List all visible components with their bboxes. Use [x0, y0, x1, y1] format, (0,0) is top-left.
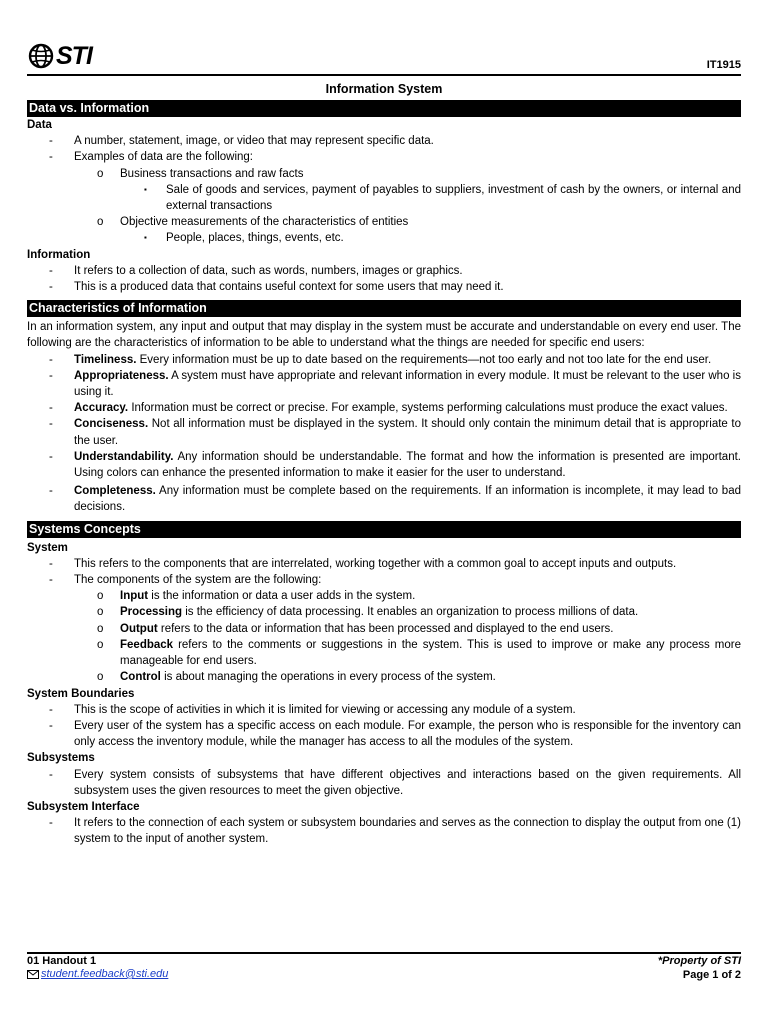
dash-marker: - [49, 817, 53, 830]
document-page [27, 0, 741, 1024]
dash-marker: - [49, 135, 53, 148]
envelope-icon [27, 970, 39, 979]
subheading-subsystems: Subsystems [27, 752, 95, 765]
list-item: - This refers to the components that are interrelated, working together with a common goal to accept inputs and outputs. [27, 556, 741, 572]
globe-icon [28, 43, 58, 69]
list-item: - This is the scope of activities in which it is limited for viewing or accessing any module of a system. [27, 702, 741, 718]
list-item: - Understandability. Any information should be understandable. The format and how the information is presented are important. Using colors can enhance the presented information to make it easier for the user to understand. [49, 450, 741, 480]
dash-marker: - [49, 151, 53, 164]
list-item: ▪ Sale of goods and services, payment of payables to suppliers, investment of cash by the owners, or internal and external transactions [144, 183, 741, 213]
list-item: o Control is about managing the operations in every process of the system. [27, 669, 741, 685]
feedback-contact [27, 968, 168, 980]
page-title: Information System [325, 82, 443, 96]
circle-marker: o [97, 638, 104, 651]
list-item: - Appropriateness. A system must have appropriate and relevant information in every module. It must be relevant to the user who is using it. [49, 369, 741, 399]
list-item: o Objective measurements of the characteristics of entities [27, 214, 741, 230]
list-item: - Every user of the system has a specific access on each module. For example, the person who is responsible for the inventory can only access the inventory module, while the manager has access to all the modules of the system. [49, 719, 741, 749]
dash-marker: - [49, 353, 53, 366]
dash-marker: - [49, 369, 53, 382]
dash-marker: - [49, 768, 53, 781]
list-item: - Every system consists of subsystems that have different objectives and interactions based on the given requirements. All subsystem uses the given resources to meet the given objective. [49, 768, 741, 797]
list-item: - It refers to a collection of data, such as words, numbers, images or graphics. [27, 263, 741, 279]
circle-marker: o [97, 671, 104, 684]
dash-marker: - [49, 281, 53, 294]
feedback-email-link[interactable]: student.feedback@sti.edu [41, 968, 169, 980]
list-item: - Accuracy. Information must be correct or precise. For example, systems performing calculations must produce the exact values. [27, 400, 741, 416]
list-item: ▪ People, places, things, events, etc. [27, 230, 741, 246]
circle-marker: o [97, 606, 104, 619]
circle-marker: o [97, 216, 104, 229]
sti-logo [28, 43, 92, 69]
course-code: IT1915 [706, 59, 741, 71]
list-item: o Processing is the efficiency of data processing. It enables an organization to process millions of data. [27, 604, 741, 620]
list-item: - A number, statement, image, or video that may represent specific data. [27, 133, 741, 149]
list-item: - It refers to the connection of each system or subsystem boundaries and serves as the connection to display the output from one (1) system to the input of another system. [49, 817, 741, 846]
dash-marker: - [49, 450, 53, 463]
subheading-data: Data [27, 119, 52, 131]
subheading-information: Information [27, 248, 91, 261]
list-item: - Timeliness. Every information must be up to date based on the requirements—not too early and not too late for the end user. [27, 352, 741, 368]
list-item: o Input is the information or data a user adds in the system. [27, 588, 741, 604]
list-item: o Output refers to the data or information that has been processed and displayed to the end users. [27, 621, 741, 637]
list-item: - The components of the system are the following: [27, 572, 741, 588]
circle-marker: o [97, 167, 104, 180]
subheading-system-boundaries: System Boundaries [27, 687, 135, 700]
dash-marker: - [49, 557, 53, 570]
dash-marker: - [49, 402, 53, 415]
intro-paragraph: In an information system, any input and output that may display in the system must be accurate and understandable on every end user. The following are the characteristics of information to be able to understand what the things are needed for specific end users: [27, 321, 741, 350]
section-heading-data-vs-information: Data vs. Information [27, 100, 741, 117]
list-item: - Conciseness. Not all information must be displayed in the system. It should only contain the minimum detail that is appropriate to the user. [49, 418, 741, 447]
section-heading-systems-concepts: Systems Concepts [27, 521, 741, 538]
dash-marker: - [49, 719, 53, 732]
list-item: o Feedback refers to the comments or suggestions in the system. This is used to improve or make any process more manageable for end users. [97, 638, 741, 668]
document-body [27, 100, 741, 848]
subheading-subsystem-interface: Subsystem Interface [27, 800, 140, 813]
handout-label: 01 Handout 1 [27, 955, 97, 967]
circle-marker: o [97, 590, 104, 603]
dash-marker: - [49, 703, 53, 716]
property-notice: *Property of STI [657, 955, 741, 967]
dash-marker: - [49, 264, 53, 277]
logo-text: STI [56, 41, 92, 70]
list-item: - This is a produced data that contains useful context for some users that may need it. [27, 279, 741, 295]
header-divider [27, 74, 741, 76]
dash-marker: - [49, 485, 53, 498]
list-item: - Completeness. Any information must be complete based on the requirements. If an information is incomplete, it may lead to bad decisions. [49, 485, 741, 514]
page-number: Page 1 of 2 [682, 969, 741, 981]
square-bullet-icon: ▪ [144, 184, 147, 194]
subheading-system: System [27, 541, 68, 554]
dash-marker: - [49, 418, 53, 431]
section-heading-characteristics: Characteristics of Information [27, 300, 741, 317]
footer-divider [27, 952, 741, 954]
square-bullet-icon: ▪ [144, 233, 147, 243]
dash-marker: - [49, 574, 53, 587]
list-item: o Business transactions and raw facts [27, 166, 741, 182]
list-item: - Examples of data are the following: [27, 149, 741, 165]
circle-marker: o [97, 622, 104, 635]
